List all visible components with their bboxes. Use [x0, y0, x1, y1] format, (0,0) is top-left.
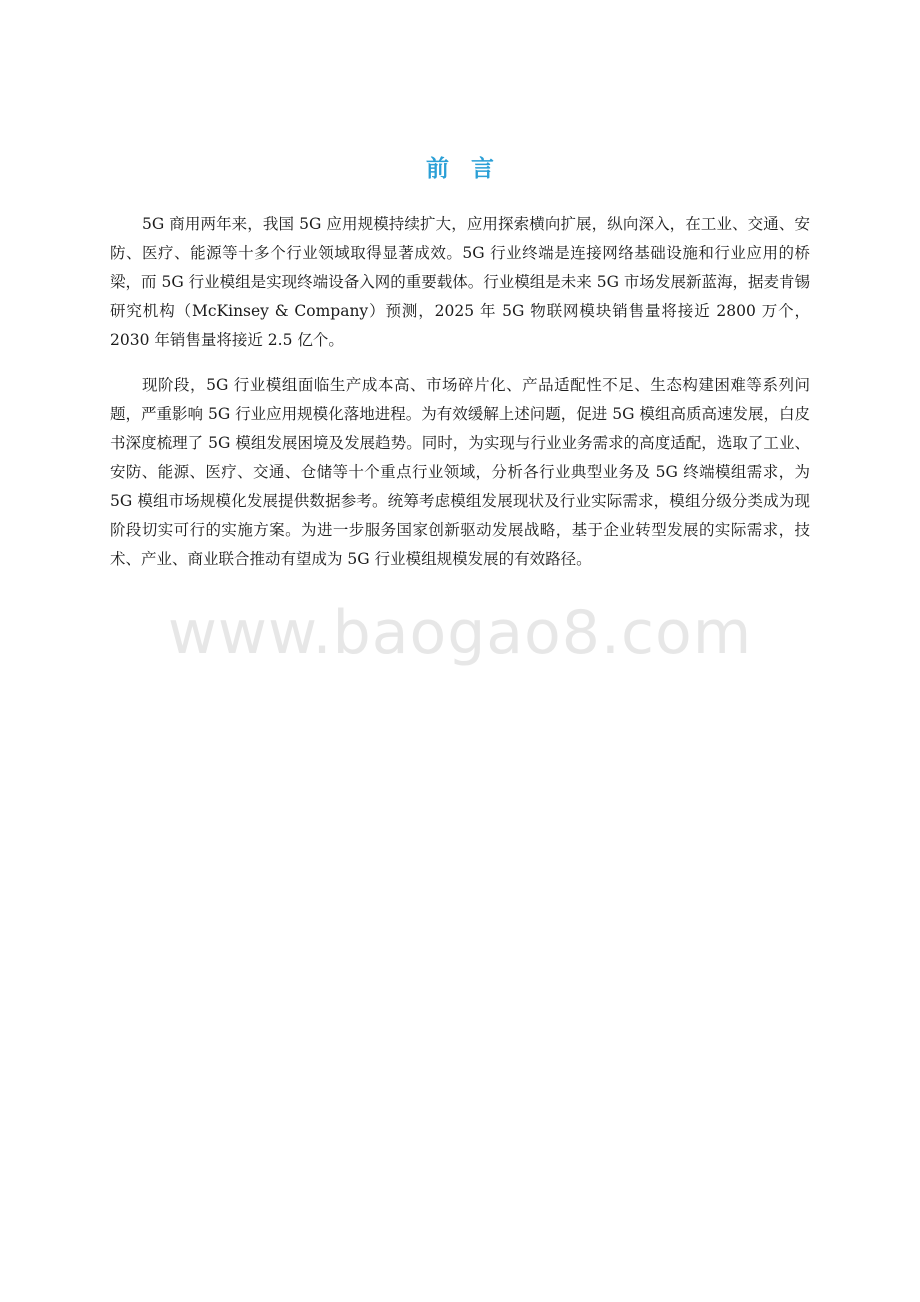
paragraph-2: 现阶段，5G 行业模组面临生产成本高、市场碎片化、产品适配性不足、生态构建困难等系列问题，严重影响 5G 行业应用规模化落地进程。为有效缓解上述问题，促进 5G 模组高质高速发展，白皮书深度梳理了 5G 模组发展困境及发展趋势。同时，为实现与行业业务需求的高度适配，选取了工业、安防、能源、医疗、交通、仓储等十个重点行业领域，分析各行业典型业务及 5G 终端模组需求，为 5G 模组市场规模化发展提供数据参考。统筹考虑模组发展现状及行业实际需求，模组分级分类成为现阶段切实可行的实施方案。为进一步服务国家创新驱动发展战略，基于企业转型发展的实际需求，技术、产业、商业联合推动有望成为 5G 行业模组规模发展的有效路径。	[110, 376, 810, 568]
watermark: www.baogao8.com	[167, 598, 753, 668]
page-title: 前言	[426, 156, 516, 182]
paragraph-1: 5G 商用两年来，我国 5G 应用规模持续扩大，应用探索横向扩展，纵向深入，在工业、交通、安防、医疗、能源等十多个行业领域取得显著成效。5G 行业终端是连接网络基础设施和行业应用的桥梁，而 5G 行业模组是实现终端设备入网的重要载体。行业模组是未来 5G 市场发展新蓝海，据麦肯锡研究机构（McKinsey & Company）预测，2025 年 5G 物联网模块销售量将接近 2800 万个，2030 年销售量将接近 2.5 亿个。	[110, 215, 810, 349]
body-text	[110, 210, 810, 590]
